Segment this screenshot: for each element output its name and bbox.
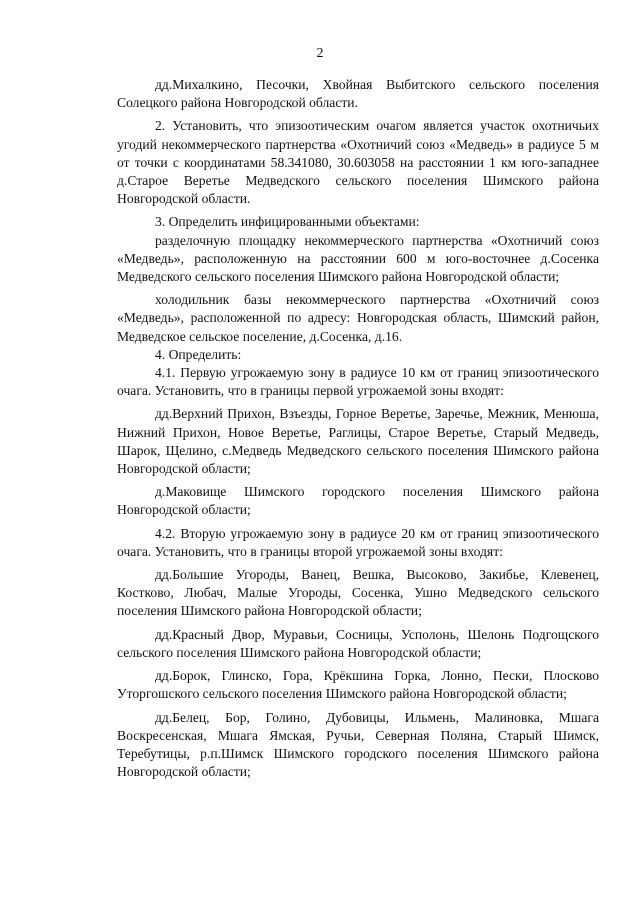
paragraph-zone-2-medvedskoe: дд.Большие Угороды, Ванец, Вешка, Высоково, Закибье, Клевенец, Костково, Любач, Малые Угороды, Сосенка, Ушно Медведского сельского поселения Шимского района Новгородской области; xyxy=(117,567,599,619)
paragraph-zone-2-shimsk: дд.Белец, Бор, Голино, Дубовицы, Ильмень, Малиновка, Мшага Воскресенская, Мшага Ямская, Ручьи, Северная Поляна, Старый Шимск, Теребутицы, р.п.Шимск Шимского городского поселения Шимского района Новгородской области; xyxy=(117,709,599,780)
paragraph-item-3-heading: 3. Определить инфицированными объектами: xyxy=(155,214,420,230)
paragraph-item-2-focus: 2. Установить, что эпизоотическим очагом является участок охотничьих угодий некоммерческого партнерства «Охотничий союз «Медведь» в радиусе 5 м от точки с координатами 58.341080, 30.603058 на расстоянии 1 км юго-западнее д.Старое Веретье Медведского сельского поселения Шимского района Новгородской области. xyxy=(117,118,599,207)
paragraph-zone-1-shimsk: д.Маковище Шимского городского поселения Шимского района Новгородской области; xyxy=(117,484,599,518)
paragraph-item-4-heading: 4. Определить: xyxy=(155,346,242,362)
page-number: 2 xyxy=(316,46,324,61)
paragraph-zone-2-utorgoshskoe: дд.Борок, Глинско, Гора, Крёкшина Горка, Лонно, Пески, Плосково Уторгошского сельского поселения Шимского района Новгородской области; xyxy=(117,668,599,702)
paragraph-infected-site-1: разделочную площадку некоммерческого партнерства «Охотничий союз «Медведь», расположенную на расстоянии 600 м юго-восточнее д.Сосенка Медведского сельского поселения Шимского района Новгородской области; xyxy=(117,232,599,285)
paragraph-villages-soletsky: дд.Михалкино, Песочки, Хвойная Выбитского сельского поселения Солецкого района Новгородской области. xyxy=(117,77,599,111)
paragraph-zone-1-medvedskoe: дд.Верхний Прихон, Взъезды, Горное Веретье, Заречье, Межник, Менюша, Нижний Прихон, Новое Веретье, Раглицы, Старое Веретье, Старый Медведь, Шарок, Щелино, с.Медведь Медведского сельского поселения Шимского района Новгородской области; xyxy=(117,406,599,477)
paragraph-item-4-1-zone: 4.1. Первую угрожаемую зону в радиусе 10 км от границ эпизоотического очага. Установить, что в границы первой угрожаемой зоны входят: xyxy=(117,365,599,399)
paragraph-item-4-2-zone: 4.2. Вторую угрожаемую зону в радиусе 20 км от границ эпизоотического очага. Установить, что в границы второй угрожаемой зоны входят: xyxy=(117,525,599,559)
document-body xyxy=(117,76,599,781)
paragraph-infected-site-2: холодильник базы некоммерческого партнерства «Охотничий союз «Медведь», расположенной по адресу: Новгородская область, Шимский район, Медведское сельское поселение, д.Сосенка, д.16. xyxy=(117,292,599,344)
paragraph-zone-2-podgoshchskoe: дд.Красный Двор, Муравьи, Сосницы, Усполонь, Шелонь Подгощского сельского поселения Шимского района Новгородской области; xyxy=(117,626,599,660)
